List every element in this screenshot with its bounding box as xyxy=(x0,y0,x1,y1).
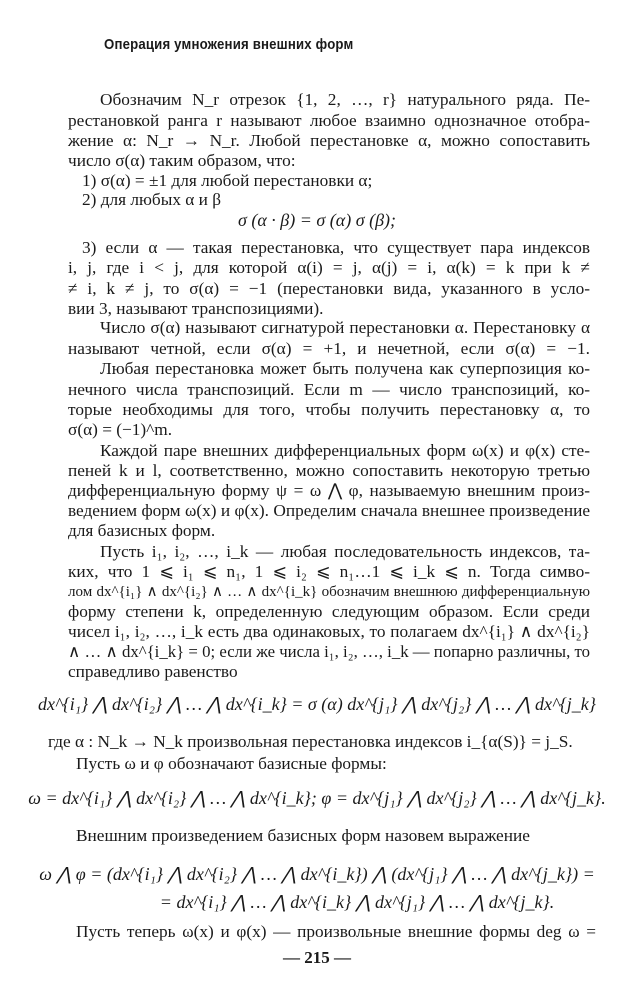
text-line: чисел i₁, i₂, …, i_k есть два одинаковых, то полагаем dx^{i₁} ∧ dx^{i₂} xyxy=(68,622,590,641)
text-line: i, j, где i < j, для которой α(i) = j, α(j) = i, α(k) = k при k ≠ xyxy=(68,258,590,277)
text-line: пеней k и l, соответственно, можно сопоставить некоторую третью xyxy=(68,461,590,480)
text-line: σ(α) = (−1)^m. xyxy=(68,420,173,439)
text-line: нечного числа транспозиций. Если m — число транспозиций, ко- xyxy=(68,380,590,399)
text-line: форму степени k, определенную следующим образом. Если среди xyxy=(68,602,590,621)
text-line: Число σ(α) называют сигнатурой перестановки α. Перестановку α xyxy=(100,318,590,337)
text-line: справедливо равенство xyxy=(68,662,238,681)
formula-signature-product: σ (α · β) = σ (α) σ (β); xyxy=(237,210,397,230)
text-line: число σ(α) таким образом, что: xyxy=(68,151,296,170)
text-line: ких, что 1 ⩽ i₁ ⩽ n₁, 1 ⩽ i₂ ⩽ n₁…1 ⩽ i_k ⩽ n. Тогда симво- xyxy=(68,562,590,581)
text-line: рестановкой ранга r называют любое взаимно однозначное отобра- xyxy=(68,111,590,130)
text-line: дифференциальную форму ψ = ω ⋀ φ, называемую внешним произ- xyxy=(68,481,590,500)
text-line: вии 3, называют транспозициями). xyxy=(68,299,324,318)
text-line: Любая перестановка может быть получена как суперпозиция ко- xyxy=(100,359,590,378)
formula-permutation-equality: dx^{i₁} ⋀ dx^{i₂} ⋀ … ⋀ dx^{i_k} = σ (α) dx^{j₁} ⋀ dx^{j₂} ⋀ … ⋀ dx^{j_k} xyxy=(38,694,596,714)
formula-wedge-product: ω ⋀ φ = (dx^{i₁} ⋀ dx^{i₂} ⋀ … ⋀ dx^{i_k}) ⋀ (dx^{j₁} ⋀ … ⋀ dx^{j_k}) = xyxy=(39,864,595,884)
page-number: — 215 — xyxy=(283,948,351,967)
text-line: торые необходимы для того, чтобы получить перестановку α, то xyxy=(68,400,590,419)
text-line: жение α: N_r → N_r. Любой перестановке α, можно сопоставить xyxy=(68,131,590,150)
text-line: Внешним произведением базисных форм назовем выражение xyxy=(76,826,530,845)
formula-wedge-product-result: = dx^{i₁} ⋀ … ⋀ dx^{i_k} ⋀ dx^{j₁} ⋀ … ⋀ dx^{j_k}. xyxy=(159,892,555,912)
text-line: 3) если α — такая перестановка, что существует пара индексов xyxy=(82,238,590,257)
text-line: 1) σ(α) = ±1 для любой перестановки α; xyxy=(82,171,373,190)
text-line: ∧ … ∧ dx^{i_k} = 0; если же числа i₁, i₂, …, i_k — попарно различны, то xyxy=(68,642,590,661)
text-line: ведением форм ω(x) и φ(x). Определим сначала внешнее произведение xyxy=(68,501,590,520)
text-line: Пусть i₁, i₂, …, i_k — любая последовательность индексов, та- xyxy=(100,542,590,561)
text-line: Обозначим N_r отрезок {1, 2, …, r} натурального ряда. Пе- xyxy=(100,90,590,109)
text-line: Пусть теперь ω(x) и φ(x) — произвольные внешние формы deg ω = xyxy=(76,922,596,941)
section-heading: Операция умножения внешних форм xyxy=(104,36,354,53)
text-line: лом dx^{i₁} ∧ dx^{i₂} ∧ … ∧ dx^{i_k} обозначим внешнюю дифференциальную xyxy=(68,584,590,600)
text-line: Каждой паре внешних дифференциальных форм ω(x) и φ(x) сте- xyxy=(100,441,590,460)
formula-basis-forms: ω = dx^{i₁} ⋀ dx^{i₂} ⋀ … ⋀ dx^{i_k}; φ = dx^{j₁} ⋀ dx^{j₂} ⋀ … ⋀ dx^{j_k}. xyxy=(28,788,606,808)
text-line: Пусть ω и φ обозначают базисные формы: xyxy=(76,754,387,773)
text-line: для базисных форм. xyxy=(68,521,216,540)
text-line: 2) для любых α и β xyxy=(82,190,222,209)
text-line: где α : N_k → N_k произвольная перестановка индексов i_{α(S)} = j_S. xyxy=(48,732,573,751)
text-line: называют четной, если σ(α) = +1, и нечетной, если σ(α) = −1. xyxy=(68,339,590,358)
text-line: ≠ i, k ≠ j, то σ(α) = −1 (перестановки вида, указанного в усло- xyxy=(68,279,590,298)
